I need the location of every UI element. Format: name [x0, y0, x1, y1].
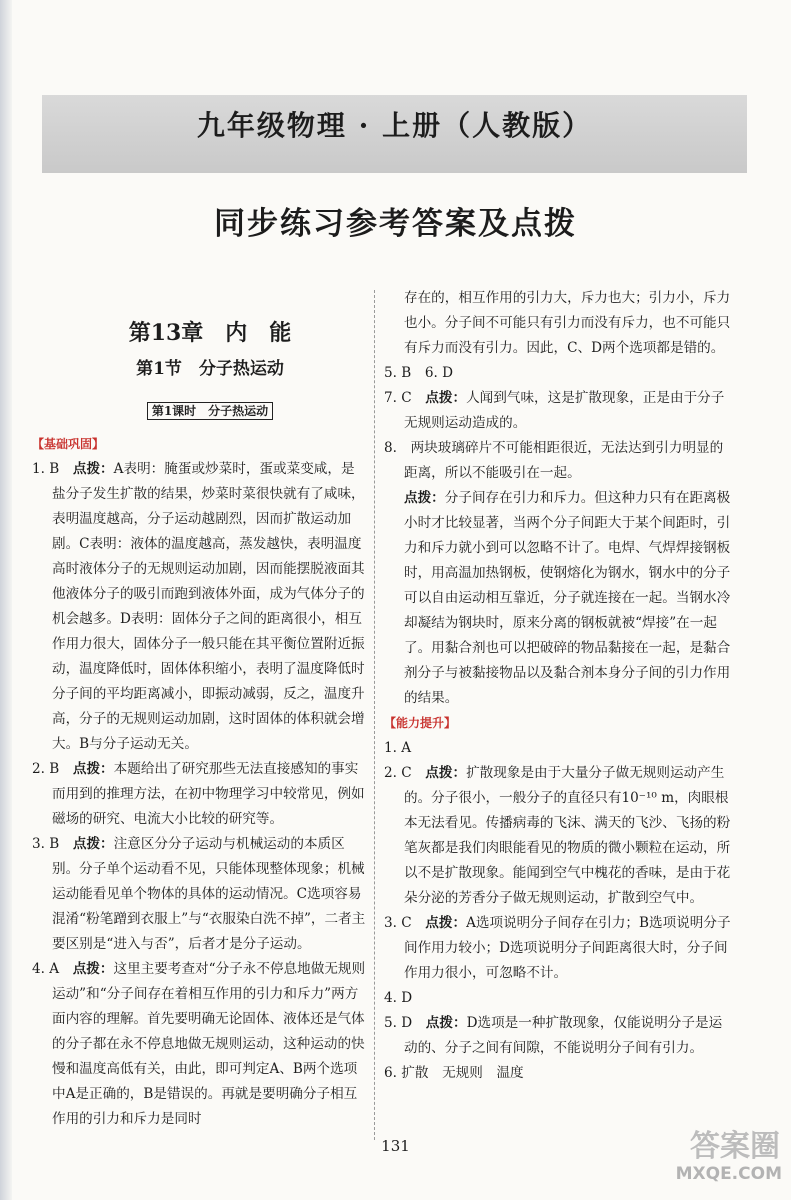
banner-title: 九年级物理 · 上册（人教版） — [196, 109, 593, 142]
lesson-label: 第1课时 分子热运动 — [52, 399, 368, 424]
answer-item: 1. B 点拨：A表明：腌蛋或炒菜时，蛋或菜变咸，是盐分子发生扩散的结果，炒菜时菜很快就有了咸味，表明温度越高，分子运动越剧烈，因而扩散运动加剧。C表明：液体的温度越高，蒸发越快，表明温度高时液体分子的无规则运动加剧，因而能摆脱液面其他液体分子的吸引而跑到液体外面，成为气体分子的机会越多。D表明：固体分子之间的距离很小，相互作用力很大，固体分子一般只能在其平衡位置附近振动，温度降低时，固体体积缩小，表明了温度降低时分子间的平均距离减小，即振动减弱，反之，温度升高，分子的无规则运动加剧，这时固体的体积就会增大。B与分子运动无关。 — [32, 461, 365, 752]
answer-item: 4. D — [384, 990, 413, 1006]
section-title: 第1节 分子热运动 — [136, 359, 284, 379]
answer-item: 2. B 点拨：本题给出了研究那些无法直接感知的事实而用到的推理方法，在初中物理学习中较常见，例如磁场的研究、电流大小比较的研究等。 — [32, 761, 365, 827]
answer-item: 5. D 点拨：D选项是一种扩散现象，仅能说明分子是运动的、分子之间有间隙，不能说明分子间有引力。 — [384, 1015, 723, 1056]
answer-item: 5. B 6. D — [384, 365, 454, 381]
column-divider — [374, 290, 375, 1140]
answer-item: 8. 两块玻璃碎片不可能相距很近，无法达到引力明显的距离，所以不能吸引在一起。 — [384, 440, 724, 481]
right-column — [384, 286, 732, 1086]
tag-advanced: 【能力提升】 — [384, 716, 457, 730]
page-title: 同步练习参考答案及点拨 — [214, 206, 577, 242]
answer-item: 7. C 点拨：人闻到气味，这是扩散现象，正是由于分子无规则运动造成的。 — [384, 390, 725, 431]
watermark-url: MXQE.COM — [675, 1164, 782, 1184]
watermark-logo: 答案圈 — [690, 1129, 780, 1164]
continued-text: 存在的，相互作用的引力大，斥力也大；引力小，斥力也小。分子间不可能只有引力而没有斥力，也不可能只有斥力而没有引力。因此，C、D两个选项都是错的。 — [404, 290, 731, 356]
page-edge — [0, 0, 12, 1200]
answer-item: 1. A — [384, 740, 412, 756]
answer-item: 3. B 点拨：注意区分分子运动与机械运动的本质区别。分子单个运动看不见，只能体现整体现象；机械运动能看见单个物体的具体的运动情况。C选项容易混淆“粉笔蹭到衣服上”与“衣服染白洗不掉”，二者主要区别是“进入与否”，后者才是分子运动。 — [32, 836, 366, 952]
tag-basic: 【基础巩固】 — [32, 437, 105, 451]
answer-item: 6. 扩散 无规则 温度 — [384, 1065, 524, 1081]
left-column — [32, 315, 368, 1132]
page-number: 131 — [381, 1137, 410, 1155]
chapter-title: 第13章 内 能 — [128, 320, 292, 346]
answer-note: 点拨：分子间存在引力和斥力。但这种力只有在距离极小时才比较显著，当两个分子间距大于某个间距时，引力和斥力就小到可以忽略不计了。电焊、气焊焊接钢板时，用高温加热钢板，使钢熔化为钢水，钢水中的分子可以自由运动相互靠近，分子就连接在一起。当钢水冷却凝结为钢块时，原来分离的钢板就被“焊接”在一起了。用黏合剂也可以把破碎的物品黏接在一起，是黏合剂分子与被黏接物品以及黏合剂本身分子间的引力作用的结果。 — [404, 490, 731, 706]
watermark — [640, 1130, 790, 1200]
answer-item: 2. C 点拨：扩散现象是由于大量分子做无规则运动产生的。分子很小，一般分子的直径只有10⁻¹⁰ m，肉眼根本无法看见。传播病毒的飞沫、满天的飞沙、飞扬的粉笔灰都是我们肉眼能看见的物质的微小颗粒在运动，所以不是扩散现象。能闻到空气中槐花的香味，是由于花朵分泌的芳香分子做无规则运动，扩散到空气中。 — [384, 765, 731, 906]
answer-item: 4. A 点拨：这里主要考查对“分子永不停息地做无规则运动”和“分子间存在着相互作用的引力和斥力”两方面内容的理解。首先要明确无论固体、液体还是气体的分子都在永不停息地做无规则运动，这种运动的快慢和温度高低有关，由此，即可判定A、B两个选项中A是正确的，B是错误的。再就是要明确分子相互作用的引力和斥力是同时 — [32, 961, 366, 1127]
answer-item: 3. C 点拨：A选项说明分子间存在引力；B选项说明分子间作用力较小；D选项说明分子间距离很大时，分子间作用力很小，可忽略不计。 — [384, 915, 731, 981]
